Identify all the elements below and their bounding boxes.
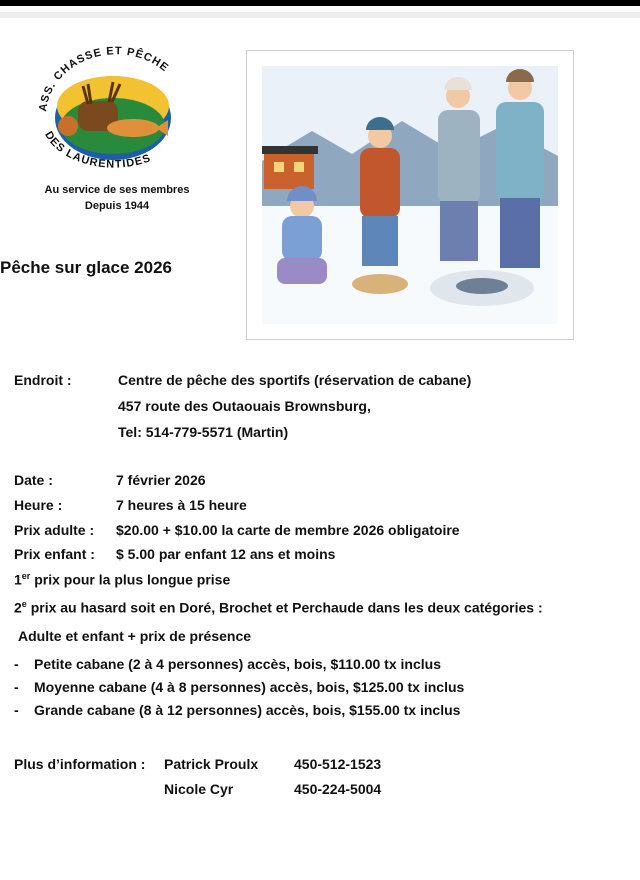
cabin-large: Grande cabane (8 à 12 personnes) accès, bois, $155.00 tx inclus [34,702,461,718]
second-prize [14,599,543,616]
contact-label: Plus d’information : [14,756,146,772]
top-border-shadow [0,12,640,18]
location-label: Endroit : [14,372,72,388]
association-logo [28,46,198,176]
bullet-dash: - [14,656,19,672]
date-label: Date : [14,472,53,488]
adult-price-value: $20.00 + $10.00 la carte de membre 2026 obligatoire [116,522,460,538]
contact-phone-2: 450-224-5004 [294,781,382,797]
top-border [0,0,640,6]
ice-fishing-illustration [262,66,558,324]
date-value: 7 février 2026 [116,472,206,488]
second-prize-num: 2 [14,599,22,616]
location-address: 457 route des Outaouais Brownsburg, [118,398,371,414]
tagline-since: Depuis 1944 [84,200,150,212]
location-phone: Tel: 514-779-5571 (Martin) [118,424,289,440]
event-title: Pêche sur glace 2026 [0,258,173,277]
logo-arc-top: ASS. CHASSE ET PÊCHE [37,46,171,113]
time-label: Heure : [14,497,63,513]
contact-person-2: Nicole Cyr [164,781,234,797]
child-price-label: Prix enfant : [14,546,95,562]
child-price-value: $ 5.00 par enfant 12 ans et moins [116,546,336,562]
tagline-service: Au service de ses membres [44,184,190,196]
adult-price-label: Prix adulte : [14,522,95,538]
first-prize [14,571,230,588]
bullet-dash: - [14,702,19,718]
first-prize-sup: er [21,571,31,581]
first-prize-num: 1 [14,571,22,588]
contact-person-1: Patrick Proulx [164,756,259,772]
second-prize-sup: e [21,599,27,609]
location-venue: Centre de pêche des sportifs (réservation de cabane) [118,372,472,388]
logo-arc-bottom: DES LAURENTIDES [42,129,153,171]
second-prize-text: prix au hasard soit en Doré, Brochet et Perchaude dans les deux catégories : [26,599,543,616]
cabin-small: Petite cabane (2 à 4 personnes) accès, bois, $110.00 tx inclus [34,656,441,672]
cabin-medium: Moyenne cabane (4 à 8 personnes) accès, bois, $125.00 tx inclus [34,679,465,695]
contact-phone-1: 450-512-1523 [294,756,382,772]
time-value: 7 heures à 15 heure [116,497,247,513]
tagline [22,182,212,214]
prize-categories: Adulte et enfant + prix de présence [18,628,252,644]
bullet-dash: - [14,679,19,695]
first-prize-text: prix pour la plus longue prise [30,571,231,588]
